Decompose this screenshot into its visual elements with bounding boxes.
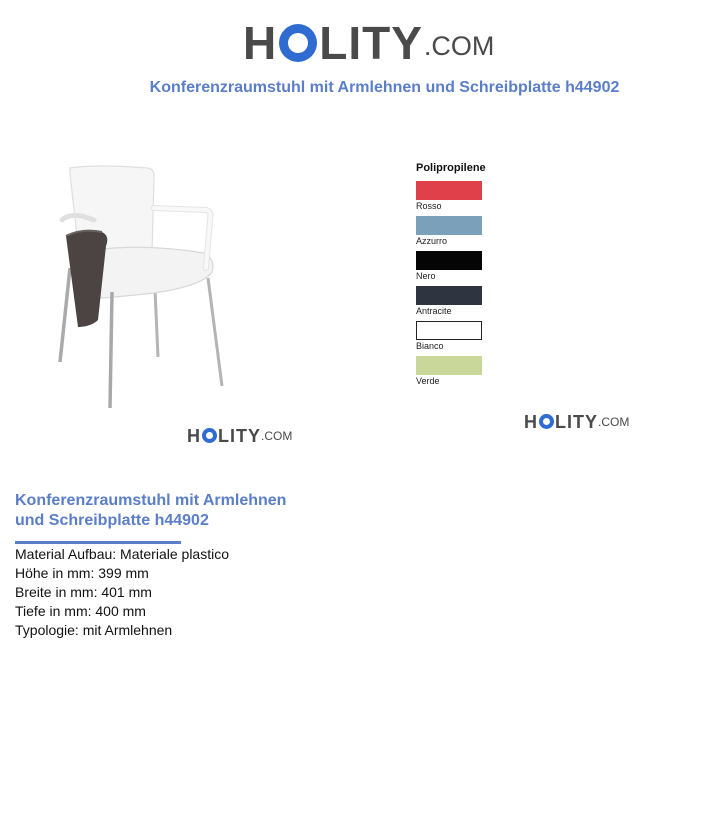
product-title bbox=[15, 491, 315, 531]
holity-logo[interactable] bbox=[243, 12, 494, 68]
title-underline bbox=[15, 541, 181, 544]
color-swatch[interactable] bbox=[416, 286, 482, 305]
palette-title: Polipropilene bbox=[416, 162, 486, 174]
color-swatch[interactable] bbox=[416, 356, 482, 375]
logo-domain: .COM bbox=[598, 415, 630, 429]
logo-text-right: LITY bbox=[319, 17, 423, 69]
color-swatch[interactable] bbox=[416, 251, 482, 270]
logo-domain: .COM bbox=[261, 429, 293, 443]
chair-leg bbox=[208, 278, 222, 386]
logo-text-left: H bbox=[243, 17, 278, 69]
spec-line: Typologie: mit Armlehnen bbox=[15, 622, 173, 638]
chair-leg bbox=[155, 290, 158, 357]
color-swatch-label: Antracite bbox=[416, 306, 452, 316]
product-title-line: Konferenzraumstuhl mit Armlehnen bbox=[15, 492, 287, 509]
spec-line: Höhe in mm: 399 mm bbox=[15, 565, 149, 581]
color-swatch[interactable] bbox=[416, 321, 482, 340]
logo-text-left: H bbox=[524, 412, 538, 432]
logo-text-left: H bbox=[187, 426, 201, 446]
spec-line: Tiefe in mm: 400 mm bbox=[15, 603, 146, 619]
color-swatch-label: Azzurro bbox=[416, 236, 448, 246]
page-title: Konferenzraumstuhl mit Armlehnen und Schreibplatte h44902 bbox=[149, 79, 620, 96]
logo-o-icon bbox=[539, 414, 554, 429]
color-swatch[interactable] bbox=[416, 216, 482, 235]
spec-line: Breite in mm: 401 mm bbox=[15, 584, 152, 600]
logo-domain: .COM bbox=[423, 31, 495, 61]
holity-logo-small[interactable] bbox=[187, 426, 292, 446]
color-swatch-label: Nero bbox=[416, 271, 436, 281]
logo-text-right: LITY bbox=[555, 412, 598, 432]
color-swatch-label: Rosso bbox=[416, 201, 442, 211]
chair-leg bbox=[110, 292, 112, 408]
logo-text-right: LITY bbox=[218, 426, 261, 446]
chair-image bbox=[36, 150, 246, 415]
spec-list bbox=[15, 545, 229, 640]
logo-o-icon bbox=[279, 24, 317, 62]
chair-leg bbox=[60, 268, 70, 362]
product-title-line: und Schreibplatte h44902 bbox=[15, 512, 209, 529]
color-palette bbox=[416, 162, 526, 391]
chair-writing-tablet bbox=[66, 231, 107, 327]
color-swatch[interactable] bbox=[416, 181, 482, 200]
color-swatch-label: Bianco bbox=[416, 341, 444, 351]
color-swatch-label: Verde bbox=[416, 376, 440, 386]
logo-o-icon bbox=[202, 428, 217, 443]
spec-line: Material Aufbau: Materiale plastico bbox=[15, 546, 229, 562]
holity-logo-small[interactable] bbox=[524, 412, 629, 432]
